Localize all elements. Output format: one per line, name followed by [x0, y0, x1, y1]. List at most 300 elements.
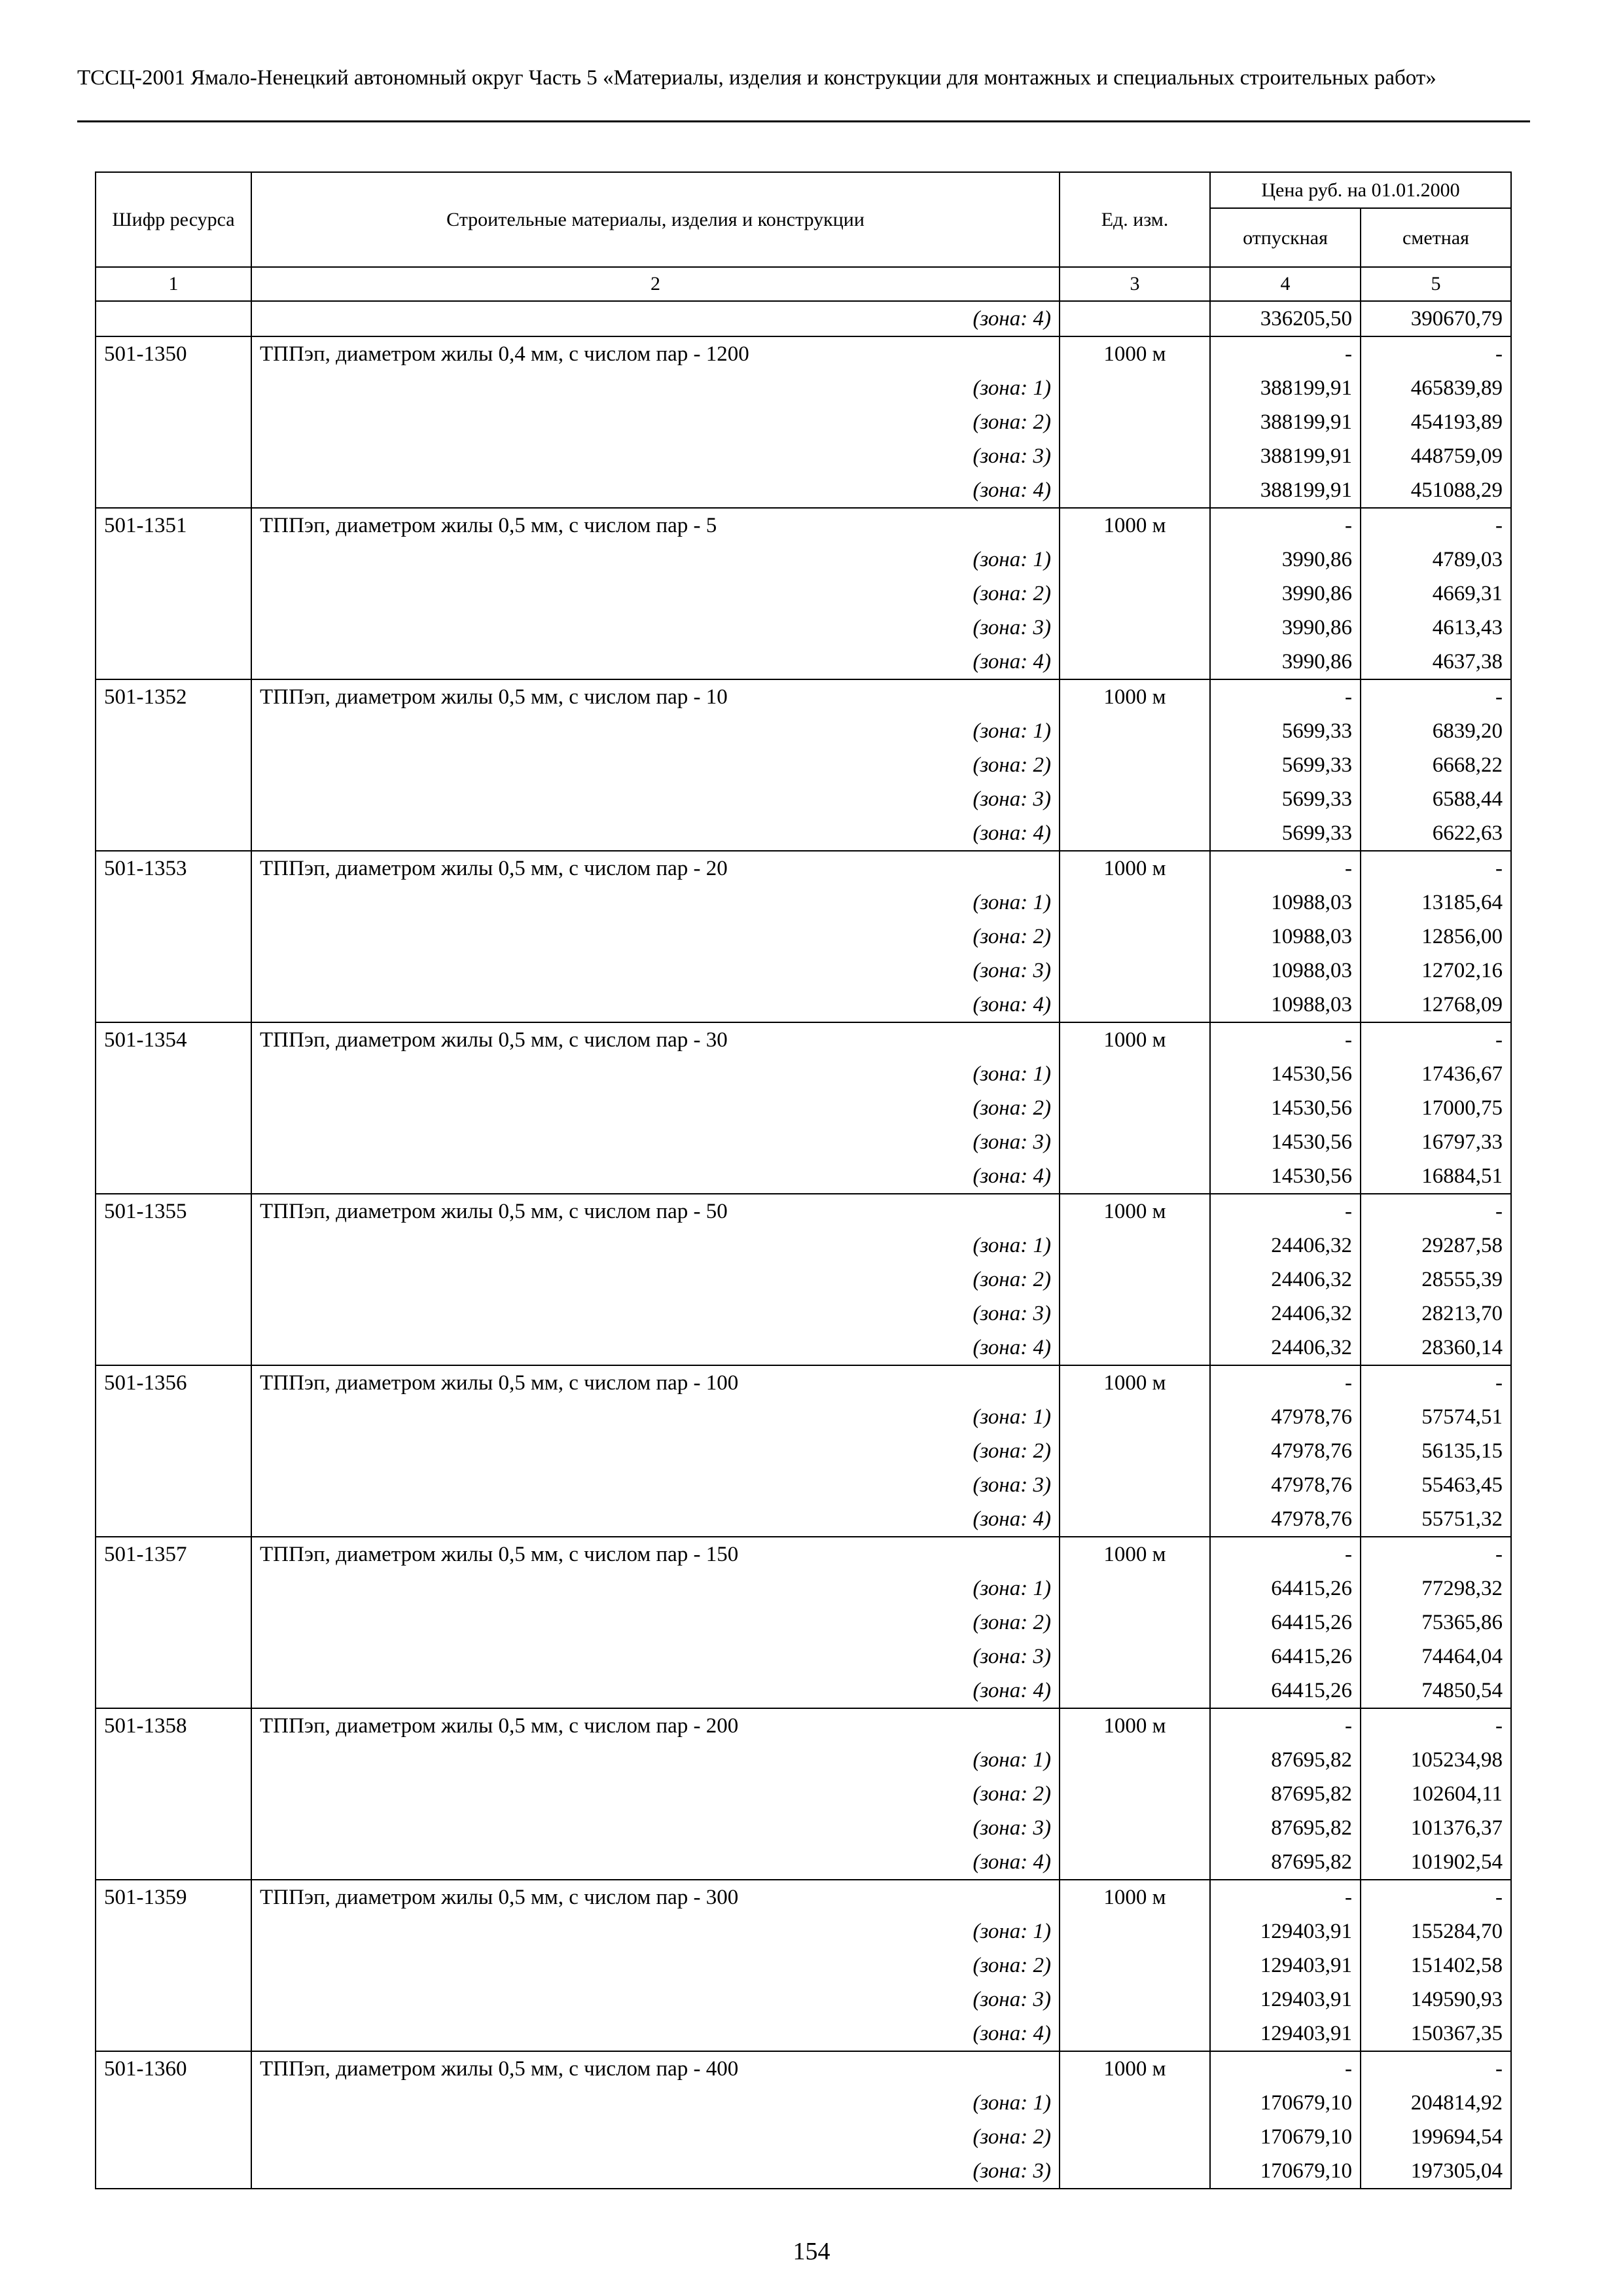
table-row-zone	[96, 2120, 1511, 2154]
unit-cell	[1060, 782, 1210, 816]
release-price: 388199,91	[1210, 371, 1361, 405]
unit-cell	[1060, 1571, 1210, 1605]
table-row-zone	[96, 920, 1511, 954]
release-price: -	[1210, 1537, 1361, 1571]
zone-label: (зона: 3)	[251, 1811, 1060, 1845]
unit-cell	[1060, 2120, 1210, 2154]
unit-cell	[1060, 405, 1210, 439]
table-row-item	[96, 1022, 1511, 1057]
material-name: ТППэп, диаметром жилы 0,5 мм, с числом пар - 10	[251, 679, 1060, 714]
unit-cell	[1060, 473, 1210, 508]
zone-label: (зона: 1)	[251, 714, 1060, 748]
table-row-zone	[96, 473, 1511, 508]
estimate-price: -	[1361, 679, 1511, 714]
zone-label: (зона: 4)	[251, 1502, 1060, 1537]
code-cell	[96, 2017, 251, 2051]
table-row-zone	[96, 714, 1511, 748]
release-price: -	[1210, 508, 1361, 543]
zone-label: (зона: 2)	[251, 405, 1060, 439]
unit-cell	[1060, 748, 1210, 782]
release-price: -	[1210, 1880, 1361, 1914]
release-price: -	[1210, 851, 1361, 886]
unit-cell: 1000 м	[1060, 1022, 1210, 1057]
release-price: 24406,32	[1210, 1263, 1361, 1297]
unit-cell	[1060, 645, 1210, 679]
table-row-zone	[96, 1982, 1511, 2017]
code-cell	[96, 577, 251, 611]
code-cell	[96, 645, 251, 679]
table-row-zone	[96, 1091, 1511, 1125]
release-price: 14530,56	[1210, 1125, 1361, 1159]
zone-label: (зона: 4)	[251, 645, 1060, 679]
resource-code: 501-1354	[96, 1022, 251, 1057]
zone-label: (зона: 2)	[251, 1605, 1060, 1640]
zone-label: (зона: 4)	[251, 816, 1060, 851]
code-cell	[96, 886, 251, 920]
code-cell	[96, 1674, 251, 1708]
release-price: 87695,82	[1210, 1743, 1361, 1777]
zone-label: (зона: 1)	[251, 543, 1060, 577]
code-cell	[96, 1571, 251, 1605]
material-name: ТППэп, диаметром жилы 0,5 мм, с числом пар - 20	[251, 851, 1060, 886]
release-price: -	[1210, 336, 1361, 371]
estimate-price: 150367,35	[1361, 2017, 1511, 2051]
unit-cell	[1060, 1125, 1210, 1159]
material-name: ТППэп, диаметром жилы 0,5 мм, с числом пар - 50	[251, 1194, 1060, 1229]
material-name: ТППэп, диаметром жилы 0,5 мм, с числом пар - 30	[251, 1022, 1060, 1057]
unit-cell	[1060, 1434, 1210, 1468]
unit-cell	[1060, 1948, 1210, 1982]
material-name: ТППэп, диаметром жилы 0,4 мм, с числом пар - 1200	[251, 336, 1060, 371]
table-row-zone	[96, 439, 1511, 473]
unit-cell: 1000 м	[1060, 508, 1210, 543]
code-cell	[96, 1982, 251, 2017]
unit-cell	[1060, 1845, 1210, 1880]
resource-code: 501-1357	[96, 1537, 251, 1571]
unit-cell	[1060, 816, 1210, 851]
release-price: -	[1210, 679, 1361, 714]
zone-label: (зона: 4)	[251, 988, 1060, 1022]
code-cell	[96, 1400, 251, 1434]
header-price-group: Цена руб. на 01.01.2000	[1210, 172, 1511, 208]
table-row-zone	[96, 1125, 1511, 1159]
table-row-zone	[96, 1845, 1511, 1880]
table-row-zone	[96, 1605, 1511, 1640]
zone-label: (зона: 3)	[251, 1125, 1060, 1159]
zone-label: (зона: 2)	[251, 1091, 1060, 1125]
release-price: 47978,76	[1210, 1434, 1361, 1468]
release-price: -	[1210, 1708, 1361, 1743]
zone-label: (зона: 1)	[251, 1743, 1060, 1777]
estimate-price: 17000,75	[1361, 1091, 1511, 1125]
unit-cell	[1060, 2154, 1210, 2189]
code-cell	[96, 920, 251, 954]
unit-cell	[1060, 1674, 1210, 1708]
release-price: 388199,91	[1210, 405, 1361, 439]
estimate-price: 56135,15	[1361, 1434, 1511, 1468]
estimate-price: 17436,67	[1361, 1057, 1511, 1091]
estimate-price: 12702,16	[1361, 954, 1511, 988]
release-price: 3990,86	[1210, 645, 1361, 679]
code-cell	[96, 1777, 251, 1811]
estimate-price: -	[1361, 1880, 1511, 1914]
zone-label: (зона: 1)	[251, 1057, 1060, 1091]
estimate-price: 155284,70	[1361, 1914, 1511, 1948]
estimate-price: -	[1361, 1537, 1511, 1571]
table-row-zone	[96, 645, 1511, 679]
release-price: 5699,33	[1210, 748, 1361, 782]
code-cell	[96, 1502, 251, 1537]
estimate-price: -	[1361, 336, 1511, 371]
table-row-zone	[96, 1571, 1511, 1605]
code-cell	[96, 473, 251, 508]
release-price: -	[1210, 1365, 1361, 1400]
zone-label: (зона: 3)	[251, 1982, 1060, 2017]
unit-cell: 1000 м	[1060, 1708, 1210, 1743]
table-row-item	[96, 1365, 1511, 1400]
header-code: Шифр ресурса	[96, 172, 251, 267]
code-cell	[96, 1229, 251, 1263]
resource-code: 501-1350	[96, 336, 251, 371]
table-row-zone	[96, 886, 1511, 920]
release-price: 3990,86	[1210, 577, 1361, 611]
unit-cell: 1000 м	[1060, 679, 1210, 714]
zone-label: (зона: 4)	[251, 301, 1060, 336]
estimate-price: 28360,14	[1361, 1331, 1511, 1365]
unit-cell	[1060, 1743, 1210, 1777]
table-row-zone	[96, 2017, 1511, 2051]
estimate-price: 4669,31	[1361, 577, 1511, 611]
material-name: ТППэп, диаметром жилы 0,5 мм, с числом пар - 400	[251, 2051, 1060, 2086]
unit-cell	[1060, 611, 1210, 645]
table-row-zone	[96, 1468, 1511, 1502]
table-row-zone	[96, 1502, 1511, 1537]
estimate-price: 74464,04	[1361, 1640, 1511, 1674]
unit-cell: 1000 м	[1060, 851, 1210, 886]
estimate-price: 151402,58	[1361, 1948, 1511, 1982]
table-row-zone	[96, 816, 1511, 851]
code-cell	[96, 2086, 251, 2120]
unit-cell	[1060, 1297, 1210, 1331]
release-price: 5699,33	[1210, 816, 1361, 851]
release-price: 388199,91	[1210, 473, 1361, 508]
estimate-price: 4637,38	[1361, 645, 1511, 679]
page-number: 154	[793, 2238, 830, 2265]
release-price: 3990,86	[1210, 543, 1361, 577]
release-price: 24406,32	[1210, 1297, 1361, 1331]
table-row-zone	[96, 748, 1511, 782]
resource-code: 501-1351	[96, 508, 251, 543]
table-row-item	[96, 1537, 1511, 1571]
table-row-zone	[96, 405, 1511, 439]
zone-label: (зона: 2)	[251, 577, 1060, 611]
estimate-price: 199694,54	[1361, 2120, 1511, 2154]
zone-label: (зона: 4)	[251, 1845, 1060, 1880]
release-price: 10988,03	[1210, 920, 1361, 954]
header-name: Строительные материалы, изделия и конструкции	[251, 172, 1060, 267]
code-cell	[96, 816, 251, 851]
zone-label: (зона: 1)	[251, 1400, 1060, 1434]
header-unit: Ед. изм.	[1060, 172, 1210, 267]
release-price: 14530,56	[1210, 1091, 1361, 1125]
release-price: 87695,82	[1210, 1845, 1361, 1880]
unit-cell	[1060, 543, 1210, 577]
code-cell	[96, 405, 251, 439]
code-cell	[96, 1331, 251, 1365]
zone-label: (зона: 4)	[251, 2017, 1060, 2051]
table-row-zone	[96, 1331, 1511, 1365]
table-row-item	[96, 336, 1511, 371]
code-cell	[96, 2120, 251, 2154]
code-cell	[96, 371, 251, 405]
code-cell	[96, 1297, 251, 1331]
release-price: 129403,91	[1210, 1914, 1361, 1948]
unit-cell	[1060, 1502, 1210, 1537]
unit-cell	[1060, 1159, 1210, 1194]
estimate-price: 390670,79	[1361, 301, 1511, 336]
table-row-zone	[96, 1159, 1511, 1194]
code-cell	[96, 1914, 251, 1948]
zone-label: (зона: 1)	[251, 2086, 1060, 2120]
estimate-price: 57574,51	[1361, 1400, 1511, 1434]
release-price: 170679,10	[1210, 2120, 1361, 2154]
unit-cell	[1060, 1331, 1210, 1365]
estimate-price: 4613,43	[1361, 611, 1511, 645]
release-price: 14530,56	[1210, 1057, 1361, 1091]
table-row-zone	[96, 1400, 1511, 1434]
estimate-price: 454193,89	[1361, 405, 1511, 439]
unit-cell	[1060, 1468, 1210, 1502]
estimate-price: 77298,32	[1361, 1571, 1511, 1605]
table-row-zone	[96, 1743, 1511, 1777]
code-cell	[96, 611, 251, 645]
table-body	[96, 301, 1511, 2189]
estimate-price: 12856,00	[1361, 920, 1511, 954]
release-price: 10988,03	[1210, 988, 1361, 1022]
release-price: 24406,32	[1210, 1331, 1361, 1365]
material-name: ТППэп, диаметром жилы 0,5 мм, с числом пар - 200	[251, 1708, 1060, 1743]
unit-cell	[1060, 1229, 1210, 1263]
unit-cell	[1060, 577, 1210, 611]
unit-cell: 1000 м	[1060, 1880, 1210, 1914]
zone-label: (зона: 1)	[251, 886, 1060, 920]
unit-cell	[1060, 1400, 1210, 1434]
material-name: ТППэп, диаметром жилы 0,5 мм, с числом пар - 150	[251, 1537, 1060, 1571]
unit-cell: 1000 м	[1060, 1194, 1210, 1229]
code-cell	[96, 782, 251, 816]
estimate-price: 101376,37	[1361, 1811, 1511, 1845]
zone-label: (зона: 4)	[251, 1674, 1060, 1708]
estimate-price: 74850,54	[1361, 1674, 1511, 1708]
column-numbers-row	[96, 267, 1511, 301]
resource-code: 501-1359	[96, 1880, 251, 1914]
code-cell	[96, 1811, 251, 1845]
code-cell	[96, 439, 251, 473]
zone-label: (зона: 3)	[251, 782, 1060, 816]
unit-cell: 1000 м	[1060, 1365, 1210, 1400]
table-row-zone	[96, 611, 1511, 645]
unit-cell	[1060, 1640, 1210, 1674]
zone-label: (зона: 1)	[251, 371, 1060, 405]
zone-label: (зона: 2)	[251, 2120, 1060, 2154]
code-cell	[96, 1743, 251, 1777]
table-row-zone	[96, 1674, 1511, 1708]
estimate-price: -	[1361, 1194, 1511, 1229]
table-row-zone	[96, 1777, 1511, 1811]
estimate-price: 28213,70	[1361, 1297, 1511, 1331]
price-table	[95, 171, 1512, 2189]
release-price: 10988,03	[1210, 954, 1361, 988]
material-name: ТППэп, диаметром жилы 0,5 мм, с числом пар - 300	[251, 1880, 1060, 1914]
unit-cell	[1060, 1605, 1210, 1640]
code-cell	[96, 748, 251, 782]
code-cell	[96, 1605, 251, 1640]
column-number: 5	[1361, 267, 1511, 301]
estimate-price: 6622,63	[1361, 816, 1511, 851]
estimate-price: 101902,54	[1361, 1845, 1511, 1880]
zone-label: (зона: 2)	[251, 1263, 1060, 1297]
estimate-price: 448759,09	[1361, 439, 1511, 473]
release-price: 170679,10	[1210, 2154, 1361, 2189]
table-row-zone	[96, 782, 1511, 816]
release-price: 47978,76	[1210, 1400, 1361, 1434]
resource-code: 501-1358	[96, 1708, 251, 1743]
zone-label: (зона: 4)	[251, 1159, 1060, 1194]
zone-label: (зона: 2)	[251, 1777, 1060, 1811]
table-row-zone	[96, 954, 1511, 988]
release-price: -	[1210, 1194, 1361, 1229]
code-cell	[96, 2154, 251, 2189]
code-cell	[96, 543, 251, 577]
estimate-price: -	[1361, 1365, 1511, 1400]
estimate-price: 197305,04	[1361, 2154, 1511, 2189]
column-number: 3	[1060, 267, 1210, 301]
column-number: 1	[96, 267, 251, 301]
unit-cell	[1060, 2017, 1210, 2051]
table-row-item	[96, 851, 1511, 886]
release-price: 388199,91	[1210, 439, 1361, 473]
zone-label: (зона: 3)	[251, 1297, 1060, 1331]
unit-cell	[1060, 1057, 1210, 1091]
header-price-release: отпускная	[1210, 208, 1361, 267]
table-row-item	[96, 508, 1511, 543]
column-number: 4	[1210, 267, 1361, 301]
table-row-zone	[96, 1297, 1511, 1331]
unit-cell	[1060, 1777, 1210, 1811]
table-row-item	[96, 1708, 1511, 1743]
release-price: -	[1210, 2051, 1361, 2086]
table-row-zone	[96, 2154, 1511, 2189]
release-price: 87695,82	[1210, 1811, 1361, 1845]
estimate-price: 6839,20	[1361, 714, 1511, 748]
zone-label: (зона: 3)	[251, 611, 1060, 645]
release-price: 64415,26	[1210, 1571, 1361, 1605]
estimate-price: 55463,45	[1361, 1468, 1511, 1502]
estimate-price: 6588,44	[1361, 782, 1511, 816]
zone-label: (зона: 1)	[251, 1571, 1060, 1605]
column-number: 2	[251, 267, 1060, 301]
table-row-zone	[96, 1948, 1511, 1982]
estimate-price: 105234,98	[1361, 1743, 1511, 1777]
header-rule	[77, 120, 1530, 122]
release-price: 64415,26	[1210, 1674, 1361, 1708]
table-row-zone	[96, 371, 1511, 405]
release-price: 170679,10	[1210, 2086, 1361, 2120]
release-price: 5699,33	[1210, 782, 1361, 816]
code-cell	[96, 1057, 251, 1091]
code-cell	[96, 954, 251, 988]
table-row-zone	[96, 1914, 1511, 1948]
zone-label: (зона: 3)	[251, 1640, 1060, 1674]
estimate-price: -	[1361, 1022, 1511, 1057]
table-row-zone	[96, 988, 1511, 1022]
estimate-price: 465839,89	[1361, 371, 1511, 405]
unit-cell	[1060, 988, 1210, 1022]
zone-label: (зона: 1)	[251, 1229, 1060, 1263]
code-cell	[96, 1125, 251, 1159]
estimate-price: 149590,93	[1361, 1982, 1511, 2017]
unit-cell	[1060, 1982, 1210, 2017]
estimate-price: 102604,11	[1361, 1777, 1511, 1811]
zone-label: (зона: 2)	[251, 748, 1060, 782]
zone-label: (зона: 2)	[251, 920, 1060, 954]
estimate-price: 12768,09	[1361, 988, 1511, 1022]
unit-cell	[1060, 371, 1210, 405]
release-price: 64415,26	[1210, 1605, 1361, 1640]
estimate-price: 16884,51	[1361, 1159, 1511, 1194]
estimate-price: 4789,03	[1361, 543, 1511, 577]
code-cell	[96, 1263, 251, 1297]
unit-cell	[1060, 301, 1210, 336]
table-row-zone	[96, 577, 1511, 611]
resource-code: 501-1352	[96, 679, 251, 714]
code-cell	[96, 1434, 251, 1468]
unit-cell	[1060, 954, 1210, 988]
release-price: 129403,91	[1210, 2017, 1361, 2051]
release-price: -	[1210, 1022, 1361, 1057]
release-price: 24406,32	[1210, 1229, 1361, 1263]
estimate-price: 75365,86	[1361, 1605, 1511, 1640]
resource-code: 501-1353	[96, 851, 251, 886]
zone-label: (зона: 1)	[251, 1914, 1060, 1948]
code-cell	[96, 1091, 251, 1125]
release-price: 47978,76	[1210, 1502, 1361, 1537]
unit-cell	[1060, 1811, 1210, 1845]
estimate-price: 6668,22	[1361, 748, 1511, 782]
table-row-item	[96, 1880, 1511, 1914]
zone-label: (зона: 2)	[251, 1434, 1060, 1468]
table-row-zone	[96, 1057, 1511, 1091]
release-price: 64415,26	[1210, 1640, 1361, 1674]
header-price-estimate: сметная	[1361, 208, 1511, 267]
unit-cell	[1060, 1091, 1210, 1125]
resource-code: 501-1355	[96, 1194, 251, 1229]
code-cell	[96, 1468, 251, 1502]
code-cell	[96, 988, 251, 1022]
table-row-zone	[96, 1811, 1511, 1845]
unit-cell	[1060, 439, 1210, 473]
release-price: 10988,03	[1210, 886, 1361, 920]
estimate-price: 451088,29	[1361, 473, 1511, 508]
unit-cell	[1060, 886, 1210, 920]
code-cell	[96, 1640, 251, 1674]
zone-label: (зона: 4)	[251, 473, 1060, 508]
estimate-price: 55751,32	[1361, 1502, 1511, 1537]
table-row-zone	[96, 1640, 1511, 1674]
estimate-price: -	[1361, 2051, 1511, 2086]
release-price: 129403,91	[1210, 1982, 1361, 2017]
page-header: ТССЦ-2001 Ямало-Ненецкий автономный округ Часть 5 «Материалы, изделия и конструкции для монтажных и специальных строительных работ»	[77, 66, 1436, 90]
